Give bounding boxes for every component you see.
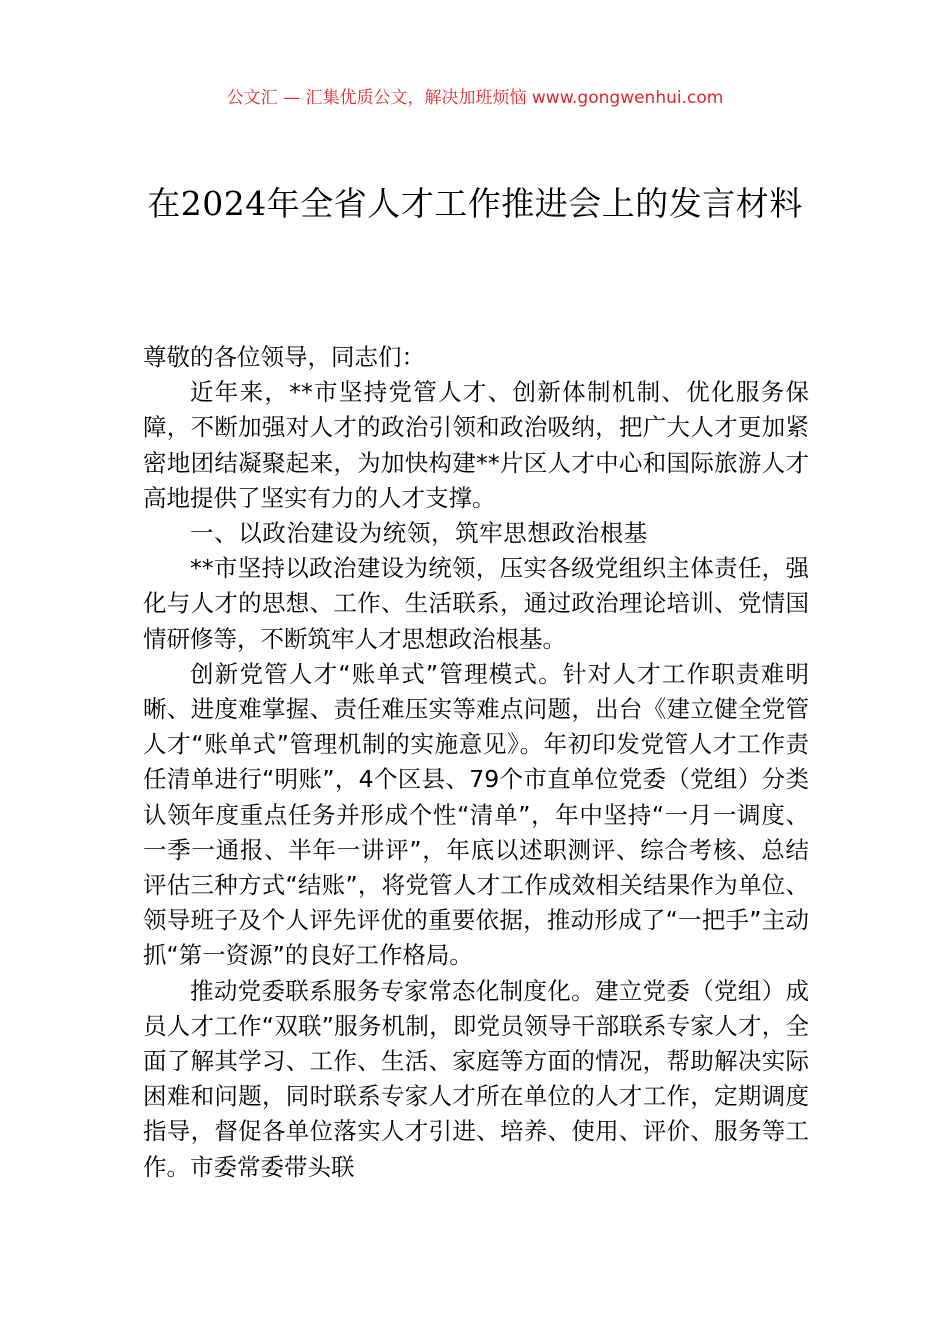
paragraph-expert-service: 推动党委联系服务专家常态化制度化。建立党委（党组）成员人才工作“双联”服务机制，即党员领导干部联系专家人才，全面了解其学习、工作、生活、家庭等方面的情况，帮助解决实际困难和问题，同时联系专家人才所在单位的人才工作，定期调度指导，督促各单位落实人才引进、培养、使用、评价、服务等工作。市委常委带头联 (143, 976, 809, 1181)
salutation: 尊敬的各位领导，同志们： (143, 343, 425, 371)
watermark-header: 公文汇 — 汇集优质公文，解决加班烦恼 www.gongwenhui.com (226, 88, 724, 108)
paragraph-section-summary: **市坚持以政治建设为统领，压实各级党组织主体责任，强化与人才的思想、工作、生活联系，通过政治理论培训、党情国情研修等，不断筑牢人才思想政治根基。 (143, 554, 809, 653)
document-body (143, 340, 809, 1185)
document-title: 在2024年全省人才工作推进会上的发言材料 (147, 184, 803, 223)
section-heading: 一、以政治建设为统领，筑牢思想政治根基 (190, 519, 648, 548)
paragraph-ledger-model: 创新党管人才“账单式”管理模式。针对人才工作职责难明晰、进度难掌握、责任难压实等难点问题，出台《建立健全党管人才“账单式”管理机制的实施意见》。年初印发党管人才工作责任清单进行“明账”，4个区县、79个市直单位党委（党组）分类认领年度重点任务并形成个性“清单”，年中坚持“一月一调度、一季一通报、半年一讲评”，年底以述职测评、综合考核、总结评估三种方式“结账”，将党管人才工作成效相关结果作为单位、领导班子及个人评先评优的重要依据，推动形成了“一把手”主动抓“第一资源”的良好工作格局。 (143, 659, 809, 970)
paragraph-intro: 近年来，**市坚持党管人才、创新体制机制、优化服务保障，不断加强对人才的政治引领和政治吸纳，把广大人才更加紧密地团结凝聚起来，为加快构建**片区人才中心和国际旅游人才高地提供了坚实有力的人才支撑。 (143, 378, 809, 512)
